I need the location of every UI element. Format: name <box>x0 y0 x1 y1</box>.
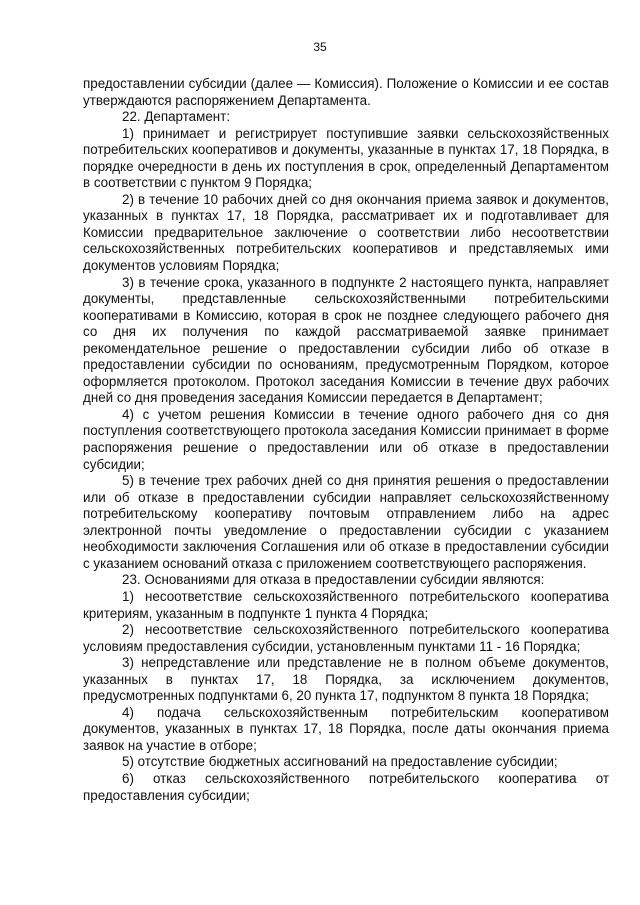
paragraph-22-item-2: 2) в течение 10 рабочих дней со дня окончания приема заявок и документов, указанных в пунктах 17, 18 Порядка, рассматривает их и подготавливает для Комиссии предварительное заключение о соответствии либо несоответствии сельскохозяйственных потребительских кооперативов и представляемых ими документов условиям Порядка; <box>83 191 609 274</box>
paragraph-commission-intro: предоставлении субсидии (далее — Комиссия). Положение о Комиссии и ее состав утверждаются распоряжением Департамента. <box>83 76 609 108</box>
document-body <box>83 76 609 804</box>
paragraph-23-item-3: 3) непредставление или представление не в полном объеме документов, указанных в пунктах 17, 18 Порядка, за исключением документов, предусмотренных подпунктами 6, 20 пункта 17, подпунктом 8 пункта 18 Порядка; <box>83 655 609 704</box>
paragraph-22-item-5: 5) в течение трех рабочих дней со дня принятия решения о предоставлении или об отказе в предоставлении субсидии направляет сельскохозяйственному потребительскому кооперативу почтовым отправлением либо на адрес электронной почты уведомление о предоставлении субсидии с указанием необходимости заключения Соглашения или об отказе в предоставлении субсидии с указанием оснований отказа с приложением соответствующего распоряжения. <box>83 473 609 571</box>
paragraph-23-item-6: 6) отказ сельскохозяйственного потребительского кооператива от предоставления субсидии; <box>83 770 609 803</box>
paragraph-22-item-4: 4) с учетом решения Комиссии в течение одного рабочего дня со дня поступления соответствующего протокола заседания Комиссии принимает в форме распоряжения решение о предоставлении или об отказе в предоставлении субсидии; <box>83 406 609 472</box>
paragraph-23-item-2: 2) несоответствие сельскохозяйственного потребительского кооператива условиям предоставления субсидии, установленным пунктами 11 - 16 Порядка; <box>83 622 609 654</box>
paragraph-23-item-5: 5) отсутствие бюджетных ассигнований на предоставление субсидии; <box>122 754 558 770</box>
paragraph-22-heading: 22. Департамент: <box>122 109 231 125</box>
paragraph-23-item-1: 1) несоответствие сельскохозяйственного потребительского кооператива критериям, указанным в подпункте 1 пункта 4 Порядка; <box>83 588 609 621</box>
paragraph-22-item-1: 1) принимает и регистрирует поступившие заявки сельскохозяйственных потребительских кооперативов и документы, указанные в пунктах 17, 18 Порядка, в порядке очередности в день их поступления в срок, определенный Департаментом в соответствии с пунктом 9 Порядка; <box>83 125 609 191</box>
paragraph-22-item-3: 3) в течение срока, указанного в подпункте 2 настоящего пункта, направляет документы, представленные сельскохозяйственными потребительскими кооперативами в Комиссию, которая в срок не позднее следующего рабочего дня со дня их получения по каждой рассматриваемой заявке принимает рекомендательное решение о предоставлении субсидии либо об отказе в предоставлении субсидии по основаниям, предусмотренным Порядком, которое оформляется протоколом. Протокол заседания Комиссии в течение двух рабочих дней со дня проведения заседания Комиссии передается в Департамент; <box>83 274 609 406</box>
paragraph-23-item-4: 4) подача сельскохозяйственным потребительским кооперативом документов, указанных в пунктах 17, 18 Порядка, после даты окончания приема заявок на участие в отборе; <box>83 704 609 753</box>
page-number: 35 <box>313 40 327 54</box>
paragraph-23-heading: 23. Основаниями для отказа в предоставлении субсидии являются: <box>122 572 545 588</box>
